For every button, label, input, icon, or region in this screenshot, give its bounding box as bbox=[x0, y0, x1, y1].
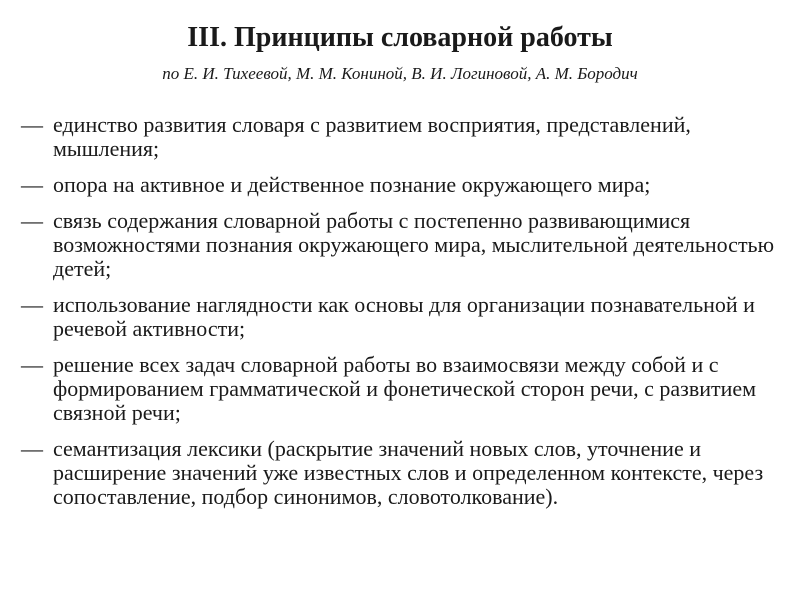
slide-subtitle: по Е. И. Тихеевой, М. М. Кониной, В. И. Логиновой, А. М. Бородич bbox=[162, 64, 638, 83]
slide-title: III. Принципы словарной работы bbox=[187, 22, 613, 53]
principle-item bbox=[21, 353, 791, 425]
principle-item bbox=[21, 113, 791, 161]
bullet-dash: — bbox=[21, 292, 43, 317]
bullet-dash: — bbox=[21, 352, 43, 377]
bullet-dash: — bbox=[21, 436, 43, 461]
principle-text: семантизация лексики (раскрытие значений новых слов, уточнение и расширение значений уже известных слов и определенном контексте, через сопоставление, подбор синонимов, словотолкование). bbox=[53, 436, 764, 509]
principle-text: опора на активное и действенное познание окружающего мира; bbox=[53, 172, 651, 197]
principle-item bbox=[21, 437, 791, 509]
bullet-dash: — bbox=[21, 208, 43, 233]
principles-list bbox=[21, 113, 791, 521]
bullet-dash: — bbox=[21, 172, 43, 197]
principle-item bbox=[21, 293, 791, 341]
principle-text: единство развития словаря с развитием восприятия, представлений, мышления; bbox=[53, 112, 691, 161]
bullet-dash: — bbox=[21, 112, 43, 137]
principle-text: использование наглядности как основы для организации познавательной и речевой активности; bbox=[53, 292, 755, 341]
principle-item bbox=[21, 209, 791, 281]
principle-text: решение всех задач словарной работы во взаимосвязи между собой и с формированием грамматической и фонетической сторон речи, с развитием связной речи; bbox=[53, 352, 757, 425]
principle-item bbox=[21, 173, 791, 197]
principle-text: связь содержания словарной работы с постепенно развивающимися возможностями познания окружающего мира, мыслительной деятельностью детей; bbox=[53, 208, 775, 281]
